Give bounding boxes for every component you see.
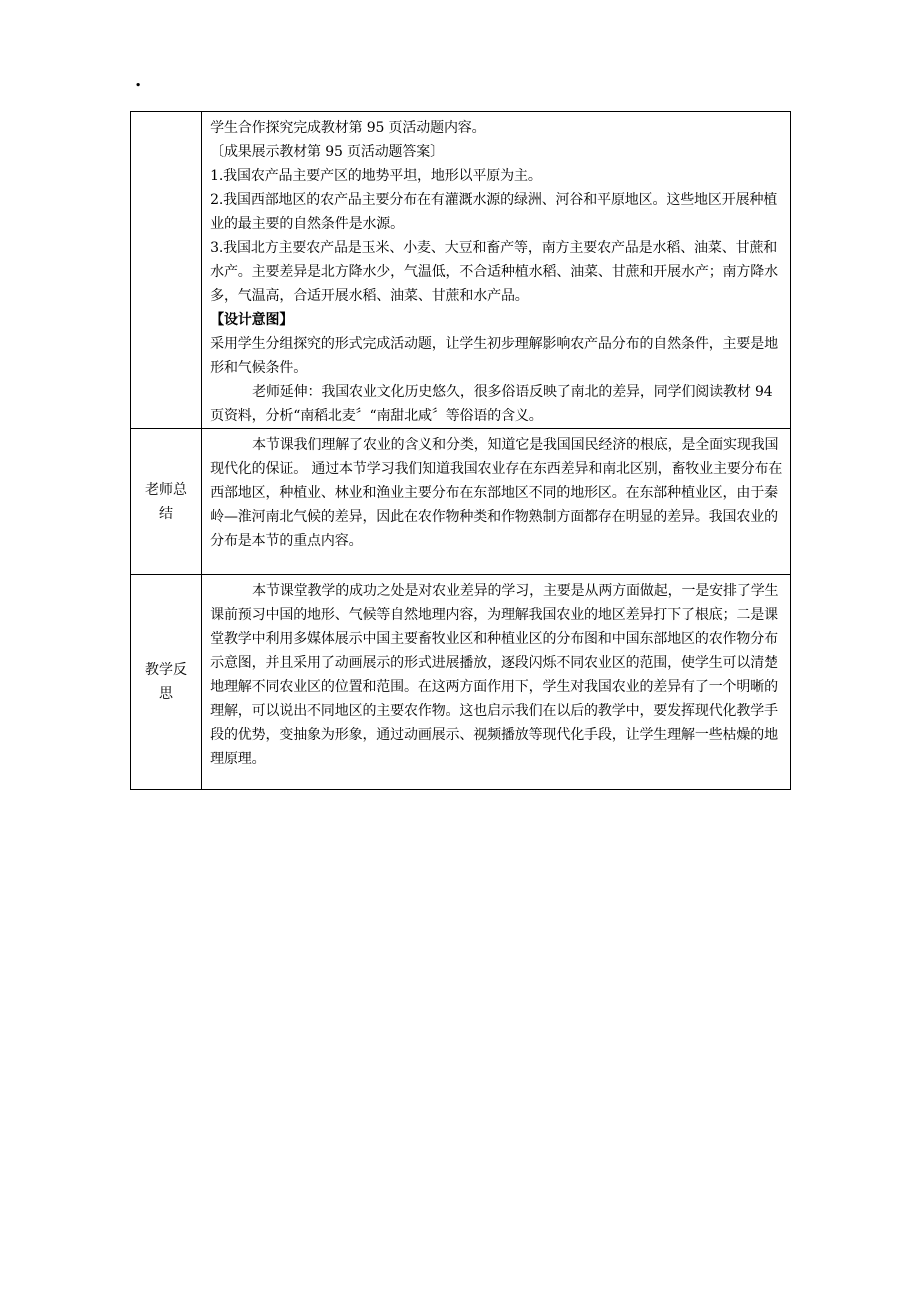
answer-item-1: 1.我国农产品主要产区的地势平坦，地形以平原为主。 [210, 168, 542, 184]
summary-row [131, 429, 791, 575]
results-heading-line: 〔成果展示教材第 95 页活动题答案〕 [210, 144, 444, 160]
answer-item-2: 2.我国西部地区的农产品主要分布在有灌溉水源的绿洲、河谷和平原地区。这些地区开展种植业的最主要的自然条件是水源。 [210, 192, 778, 232]
summary-label: 老师总结 [131, 429, 202, 575]
summary-text: 本节课我们理解了农业的含义和分类，知道它是我国国民经济的根底，是全面实现我国现代化的保证。 通过本节学习我们知道我国农业存在东西差异和南北区别，畜牧业主要分布在西部地区，种植业、林业和渔业主要分布在东部地区不同的地形区。在东部种植业区，由于秦岭—淮河南北气候的差异，因此在农作物种类和作物熟制方面都存在明显的差异。我国农业的分布是本节的重点内容。 [210, 437, 783, 549]
reflection-content-cell [202, 575, 791, 790]
activity-content-cell [202, 112, 791, 429]
reflection-text: 本节课堂教学的成功之处是对农业差异的学习，主要是从两方面做起，一是安排了学生课前预习中国的地形、气候等自然地理内容，为理解我国农业的地区差异打下了根底；二是课堂教学中利用多媒体展示中国主要畜牧业区和种植业区的分布图和中国东部地区的农作物分布示意图，并且采用了动画展示的形式进展播放，逐段闪烁不同农业区的范围，使学生可以清楚地理解不同农业区的位置和范围。在这两方面作用下，学生对我国农业的差异有了一个明晰的理解，可以说出不同地区的主要农作物。这也启示我们在以后的教学中，要发挥现代化教学手段的优势，变抽象为形象，通过动画展示、视频播放等现代化手段，让学生理解一些枯燥的地理原理。 [210, 583, 779, 767]
page-marker-dot: . [135, 70, 142, 91]
activity-intro-line: 学生合作探究完成教材第 95 页活动题内容。 [210, 120, 486, 136]
summary-content-cell [202, 429, 791, 575]
design-intent-heading: 【设计意图】 [210, 312, 294, 328]
activity-label-cell [131, 112, 202, 429]
reflection-row [131, 575, 791, 790]
teacher-extension-text: 老师延伸：我国农业文化历史悠久，很多俗语反映了南北的差异，同学们阅读教材 94 页资料，分析“南稻北麦〞“南甜北咸〞等俗语的含义。 [210, 384, 773, 424]
activity-row [131, 112, 791, 429]
answer-item-3: 3.我国北方主要农产品是玉米、小麦、大豆和畜产等，南方主要农产品是水稻、油菜、甘蔗和水产。主要差异是北方降水少，气温低，不合适种植水稻、油菜、甘蔗和开展水产；南方降水多，气温高，合适开展水稻、油菜、甘蔗和水产品。 [210, 240, 778, 304]
lesson-plan-table [130, 111, 791, 790]
reflection-label: 教学反思 [131, 575, 202, 790]
design-intent-text: 采用学生分组探究的形式完成活动题，让学生初步理解影响农产品分布的自然条件，主要是地形和气候条件。 [210, 336, 778, 376]
